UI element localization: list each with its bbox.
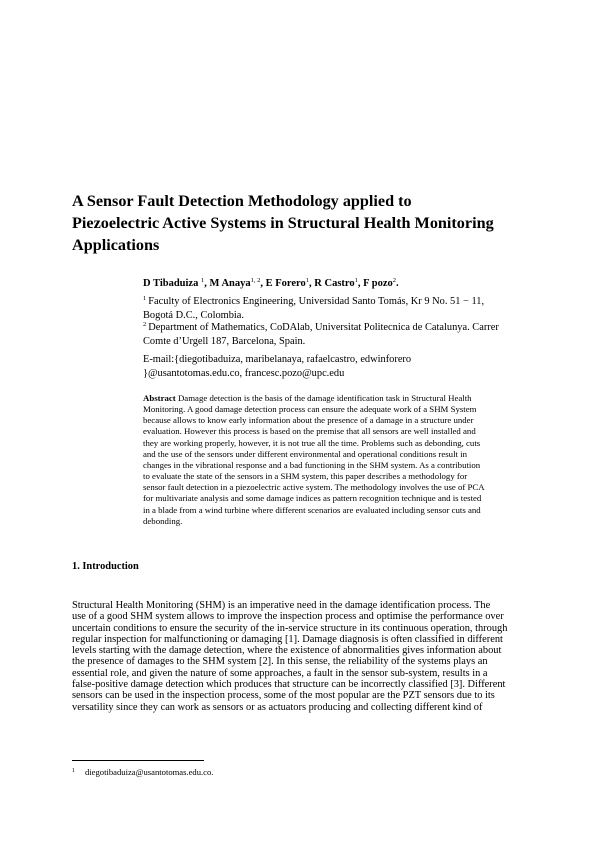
footnote <box>72 767 213 777</box>
body-line: regular inspection for malfunctioning or damaging [1]. Damage diagnosis is often classified in different <box>72 633 503 645</box>
footnote-text: diegotibaduiza@usantotomas.edu.co. <box>85 767 214 777</box>
affiliation-text: Faculty of Electronics Engineering, Universidad Santo Tomás, Kr 9 No. 51 − 11, <box>148 296 485 307</box>
author-name: E Forero <box>265 278 306 289</box>
title-line: Applications <box>72 236 160 254</box>
body-line: false-positive damage detection which produces that structure can be incorrectly classified [3]. Different <box>72 679 506 691</box>
abstract-line: for multivariate analysis and some damage indices as pattern recognition technique and is tested <box>143 493 482 504</box>
author-separator: , <box>309 278 315 289</box>
affiliation-line: Comte d’Urgell 187, Barcelona, Spain. <box>143 336 306 347</box>
paper-title <box>72 190 532 256</box>
author-emails <box>143 353 411 381</box>
author-name: M Anaya <box>209 278 251 289</box>
abstract-line: Monitoring. A good damage detection process can ensure the adequate work of a SHM System <box>143 404 477 415</box>
introduction-body <box>72 600 524 713</box>
author-separator: , <box>204 278 210 289</box>
affiliation-line <box>143 292 533 309</box>
author-name: R Castro <box>314 278 355 289</box>
body-line: use of a good SHM system allows to improve the inspection process and optimise the performance over <box>72 611 504 623</box>
abstract-label: Abstract <box>143 393 176 403</box>
author-affiliation-mark: 1 <box>200 277 205 284</box>
abstract-line <box>143 393 527 404</box>
abstract-line: in a blade from a wind turbine where different scenarios are evaluated including sensor cuts and <box>143 504 481 515</box>
affiliation-line: Bogotá D.C., Colombia. <box>143 310 245 321</box>
title-line: A Sensor Fault Detection Methodology applied to <box>72 192 412 210</box>
footnote-mark: 1 <box>72 768 75 774</box>
affiliation-line <box>143 318 533 335</box>
email-line: E-mail:{diegotibaduiza, maribelanaya, rafaelcastro, edwinforero <box>143 354 412 365</box>
abstract <box>143 393 527 527</box>
affiliation-text: Department of Mathematics, CoDAlab, Universitat Politecnica de Catalunya. Carrer <box>148 322 499 333</box>
abstract-line: sensor fault detection in a piezoelectric active system. The methodology involves the use of PCA <box>143 482 485 493</box>
author-list <box>143 277 399 289</box>
abstract-line: debonding. <box>143 515 183 526</box>
abstract-line: evaluation. However this process is based on the premise that all sensors are well installed and <box>143 426 476 437</box>
author-separator: , <box>357 278 364 289</box>
abstract-line: because allows to know early information about the presence of a damage in a structure under <box>143 415 474 426</box>
body-line: essential role, and given the nature of some approaches, a fault in the sensor sub-system, results in a <box>72 667 488 679</box>
title-line: Piezoelectric Active Systems in Structural Health Monitoring <box>72 214 494 232</box>
body-line: the presence of damages to the SHM system [2]. In this sense, the reliability of the systems plays an <box>72 656 488 668</box>
abstract-line: to evaluate the state of the sensors in a SHM system, this paper describes a methodology for <box>143 471 468 482</box>
body-line: levels starting with the damage detection, where the existence of abnormalities gives information about <box>72 645 502 657</box>
author-affiliation-mark: 2 <box>392 277 397 284</box>
abstract-line: they are working properly, however, it is not true all the time. Problems such as debonding, cuts <box>143 437 481 448</box>
body-line: versatility since they can work as sensors or as actuators producing and collecting different kind of <box>72 701 483 713</box>
abstract-line: and the use of the sensors under different environmental and operational conditions result in <box>143 448 468 459</box>
affiliation-mark: 1 <box>143 295 147 302</box>
author-affiliation-mark: 1 <box>305 277 310 284</box>
affiliation-mark: 2 <box>143 321 147 328</box>
author-separator: , <box>260 278 266 289</box>
email-line: }@usantotomas.edu.co, francesc.pozo@upc.edu <box>143 368 345 379</box>
body-line: uncertain conditions to ensure the security of the in-service structure in its continuous operation, through <box>72 622 508 634</box>
author-separator: . <box>396 278 399 289</box>
body-line: sensors can be used in the inspection process, some of the most popular are the PZT sensors due to its <box>72 690 495 702</box>
author-name: F pozo <box>363 278 393 289</box>
affiliation-2 <box>143 318 533 349</box>
author-name: D Tibaduiza <box>143 278 199 289</box>
footnote-divider <box>72 760 204 761</box>
author-affiliation-mark: 1 <box>354 277 358 284</box>
section-heading: 1. Introduction <box>72 561 139 572</box>
body-line: Structural Health Monitoring (SHM) is an imperative need in the damage identification process. The <box>72 600 491 611</box>
abstract-line: changes in the vibrational response and a bad functioning in the SHM system. As a contribution <box>143 459 481 470</box>
author-affiliation-mark: 1, 2 <box>250 277 261 284</box>
abstract-text: Damage detection is the basis of the damage identification task in Structural Health <box>177 393 472 403</box>
